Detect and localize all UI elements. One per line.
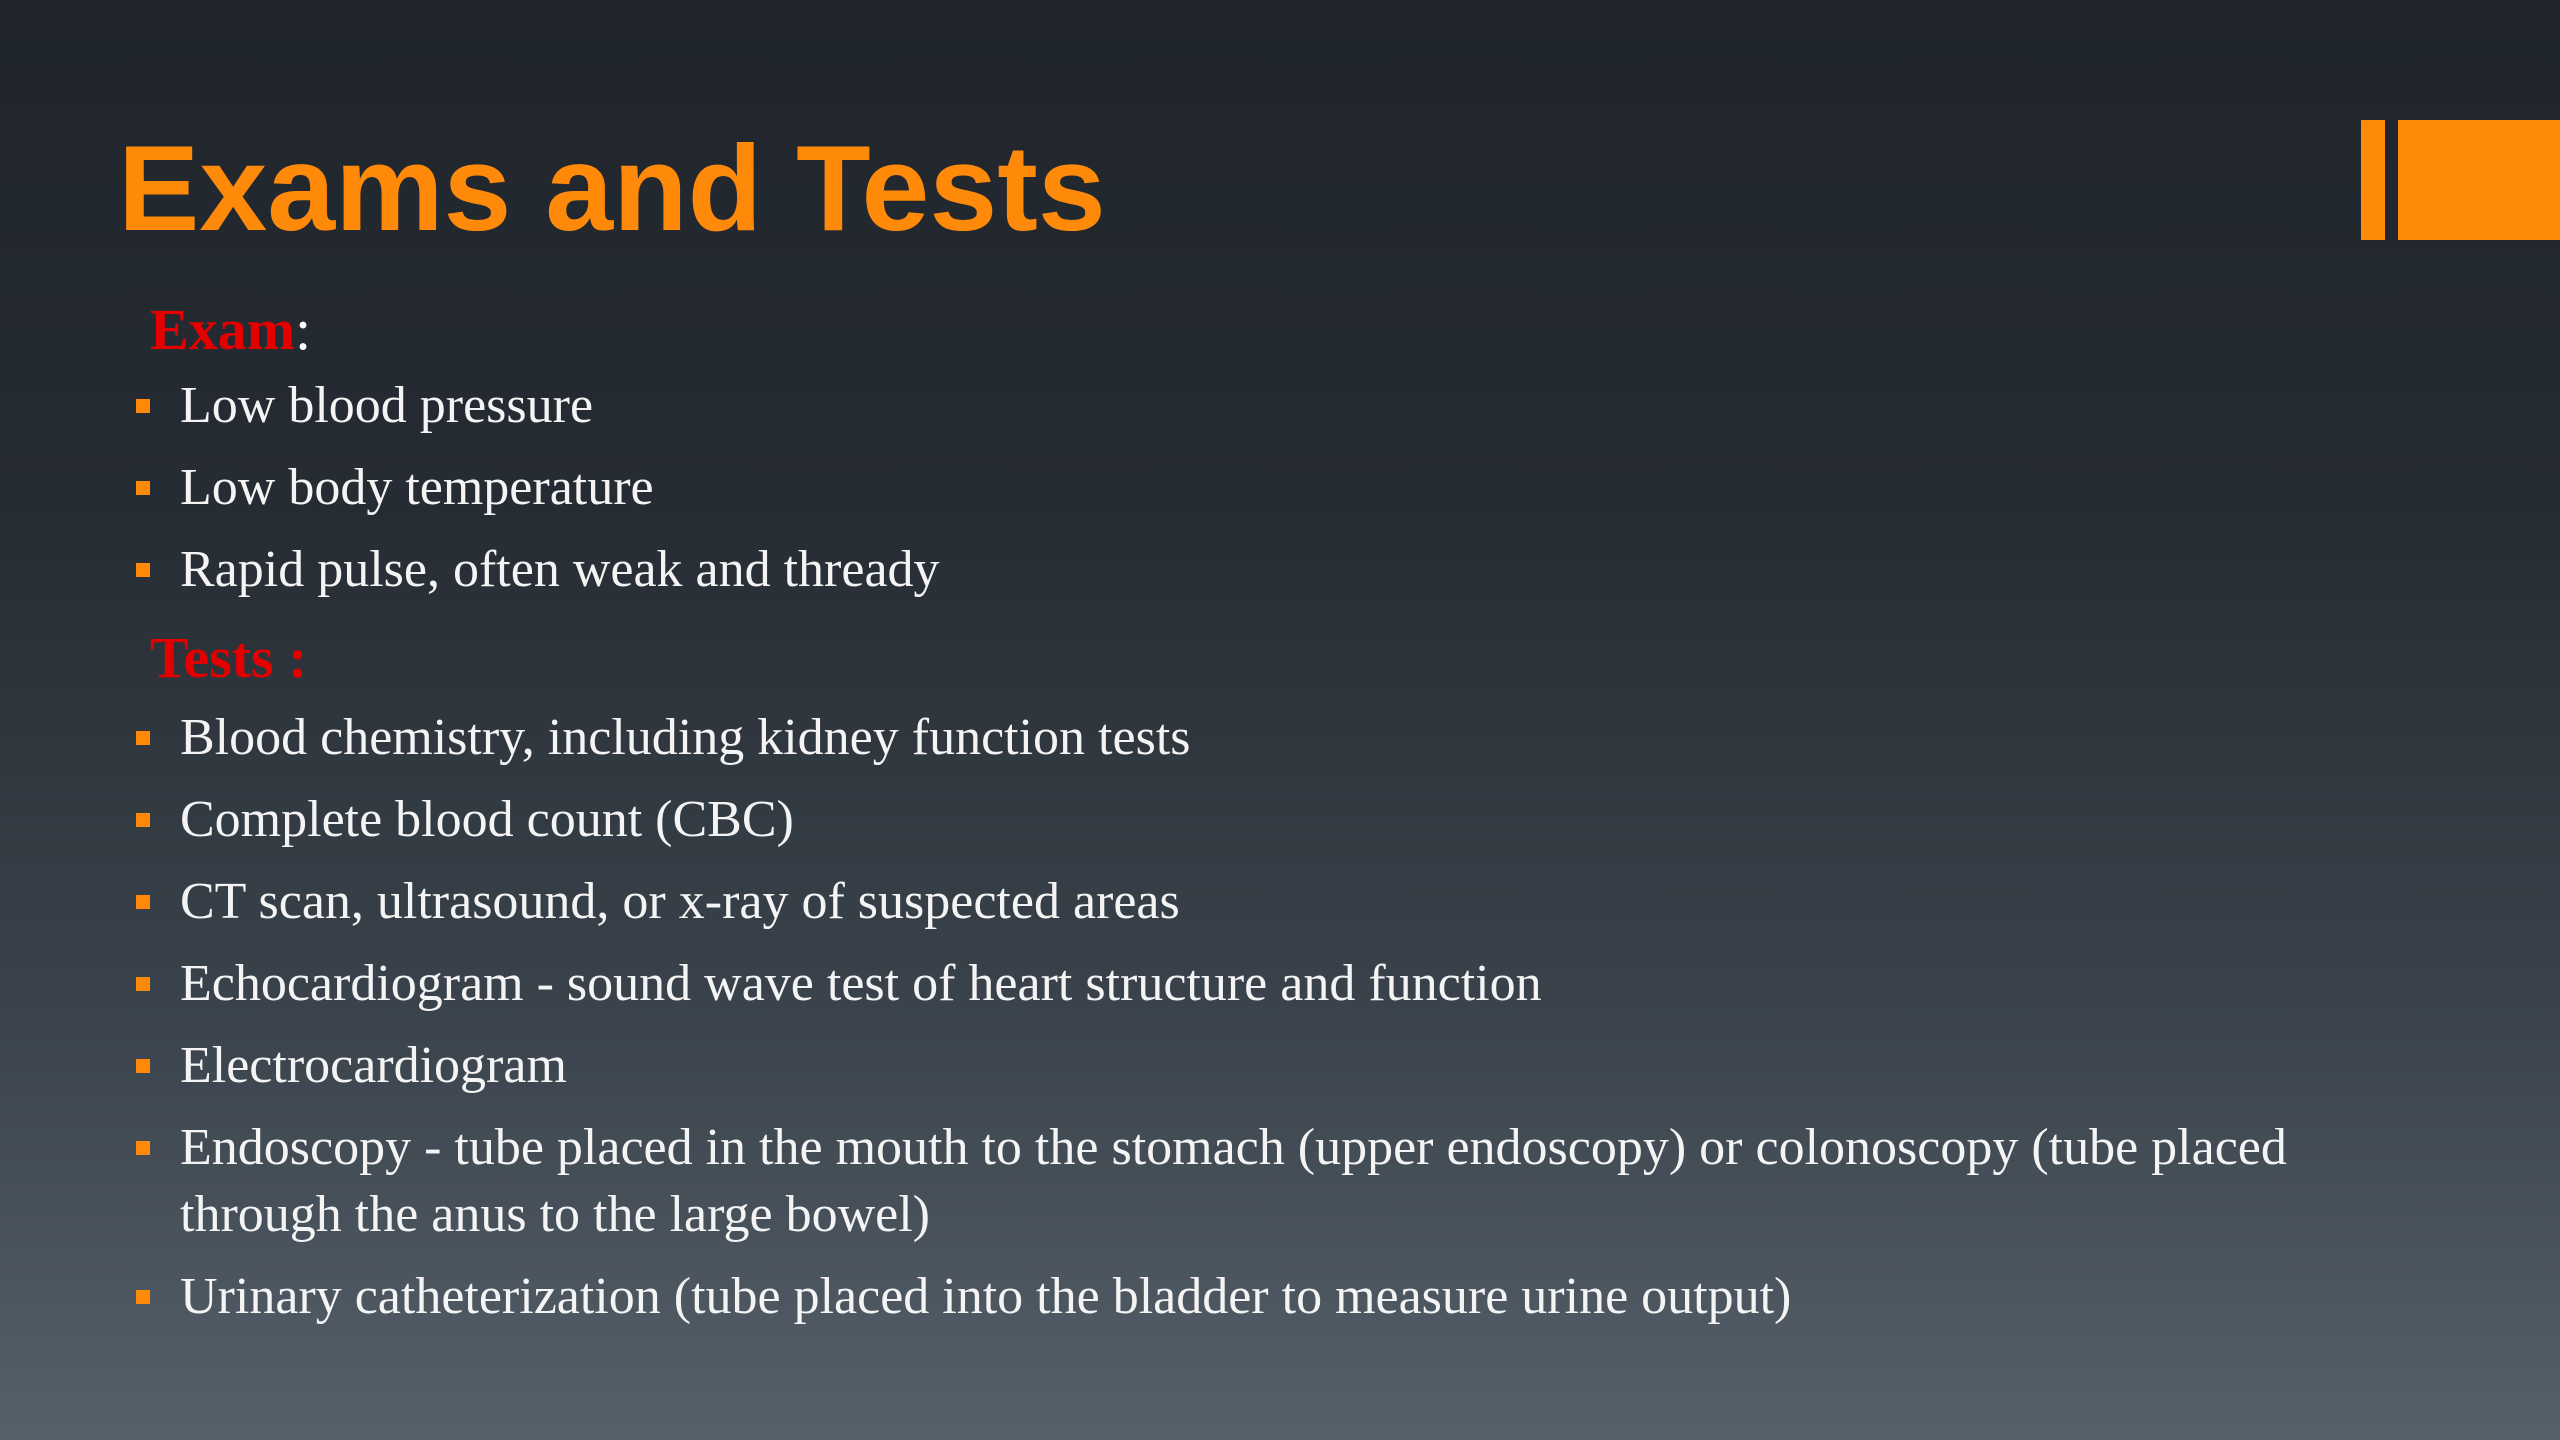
square-bullet-icon	[136, 563, 150, 577]
square-bullet-icon	[136, 1290, 150, 1304]
section-heading-exam	[130, 290, 2430, 372]
list-item: Endoscopy - tube placed in the mouth to the stomach (upper endoscopy) or colonoscopy (tube placed through the anus to the large bowel)	[130, 1114, 2430, 1248]
section-heading-exam-label: Exam	[150, 297, 295, 362]
square-bullet-icon	[136, 1141, 150, 1155]
section-heading-exam-colon: :	[295, 297, 312, 362]
list-item: Echocardiogram - sound wave test of heart structure and function	[130, 950, 2430, 1017]
list-item: Low body temperature	[130, 454, 2430, 521]
square-bullet-icon	[136, 895, 150, 909]
tests-list	[130, 704, 2430, 1330]
square-bullet-icon	[136, 977, 150, 991]
square-bullet-icon	[136, 813, 150, 827]
slide-content	[130, 290, 2430, 1345]
square-bullet-icon	[136, 481, 150, 495]
list-item: Blood chemistry, including kidney function tests	[130, 704, 2430, 771]
slide-title: Exams and Tests	[118, 120, 1106, 256]
section-heading-tests	[130, 618, 2430, 704]
list-item: Rapid pulse, often weak and thready	[130, 536, 2430, 603]
square-bullet-icon	[136, 399, 150, 413]
list-item: Electrocardiogram	[130, 1032, 2430, 1099]
list-item: Complete blood count (CBC)	[130, 786, 2430, 853]
section-heading-tests-label: Tests :	[150, 625, 308, 690]
list-item: Low blood pressure	[130, 372, 2430, 439]
accent-bar-thin	[2361, 120, 2385, 240]
list-item: Urinary catheterization (tube placed into the bladder to measure urine output)	[130, 1263, 2430, 1330]
square-bullet-icon	[136, 1059, 150, 1073]
exam-list	[130, 372, 2430, 603]
square-bullet-icon	[136, 731, 150, 745]
accent-bar-block	[2398, 120, 2560, 240]
list-item: CT scan, ultrasound, or x-ray of suspected areas	[130, 868, 2430, 935]
